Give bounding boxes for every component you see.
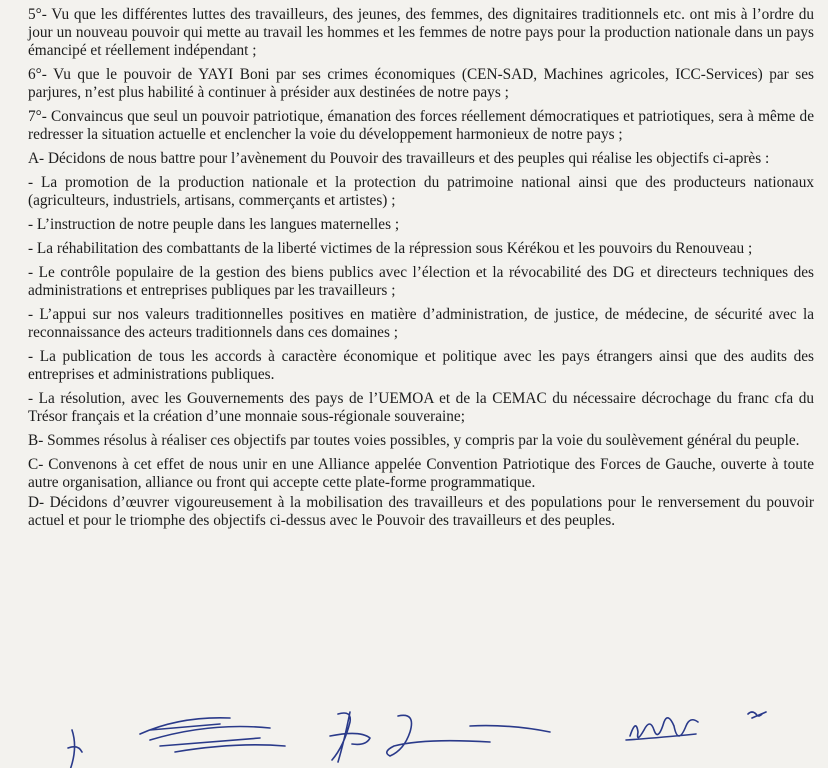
resolution-b: B- Sommes résolus à réaliser ces objectifs par toutes voies possibles, y compris par la voie du soulèvement général du peuple. — [28, 432, 800, 449]
signature-4 — [626, 718, 698, 740]
signature-3 — [330, 712, 550, 762]
objective-item: - La réhabilitation des combattants de la liberté victimes de la répression sous Kérékou et les pouvoirs du Renouveau ; — [28, 240, 753, 257]
paragraph-6: 6°- Vu que le pouvoir de YAYI Boni par ses crimes économiques (CEN-SAD, Machines agricoles, ICC-Services) par ses parjures, n’est plus habilité à continuer à présider aux destinées de notre pays ; — [28, 66, 814, 101]
objective-item: - La résolution, avec les Gouvernements des pays de l’UEMOA et de la CEMAC du nécessaire décrochage du franc cfa du Trésor français et la création d’une monnaie sous-régionale souveraine; — [28, 390, 814, 425]
objective-item: - Le contrôle populaire de la gestion des biens publics avec l’élection et la révocabilité des DG et directeurs techniques des administrations et entreprises publiques par les travailleurs ; — [28, 264, 814, 299]
paragraph-5: 5°- Vu que les différentes luttes des travailleurs, des jeunes, des femmes, des dignitaires traditionnels etc. ont mis à l’ordre du jour un nouveau pouvoir qui mette au travail les hommes et les femmes de notre pays pour la production nationale dans un pays émancipé et réellement indépendant ; — [28, 6, 814, 59]
objective-item: - L’instruction de notre peuple dans les langues maternelles ; — [28, 216, 400, 233]
resolution-a: A- Décidons de nous battre pour l’avènement du Pouvoir des travailleurs et des peuples qui réalise les objectifs ci-après : — [28, 150, 770, 167]
resolution-c: C- Convenons à cet effet de nous unir en une Alliance appelée Convention Patriotique des Forces de Gauche, ouverte à toute autre organisation, alliance ou front qui accepte cette plate-forme programmatique. — [28, 456, 814, 491]
objective-item: - La publication de tous les accords à caractère économique et politique avec les pays étrangers ainsi que des audits des entreprises et administrations publiques. — [28, 348, 814, 383]
signature-1 — [68, 730, 82, 768]
signature-2 — [140, 718, 285, 752]
objective-item: - La promotion de la production nationale et la protection du patrimoine national ainsi que des producteurs nationaux (agriculteurs, industriels, artisans, commerçants et artistes) ; — [28, 174, 814, 209]
signatures-block — [0, 700, 828, 768]
handwritten-signatures — [0, 700, 828, 768]
paragraph-7: 7°- Convaincus que seul un pouvoir patriotique, émanation des forces réellement démocratiques et patriotiques, sera à même de redresser la situation actuelle et enclencher la voie du développement harmonieux de notre pays ; — [28, 108, 814, 143]
objective-item: - L’appui sur nos valeurs traditionnelles positives en matière d’administration, de justice, de médecine, de sécurité avec la reconnaissance des acteurs traditionnels dans ces domaines ; — [28, 306, 814, 341]
resolution-d: D- Décidons d’œuvrer vigoureusement à la mobilisation des travailleurs et des populations pour le renversement du pouvoir actuel et pour le triomphe des objectifs ci-dessus avec le Pouvoir des travailleurs et des peuples. — [28, 494, 814, 529]
signature-5 — [748, 712, 766, 718]
